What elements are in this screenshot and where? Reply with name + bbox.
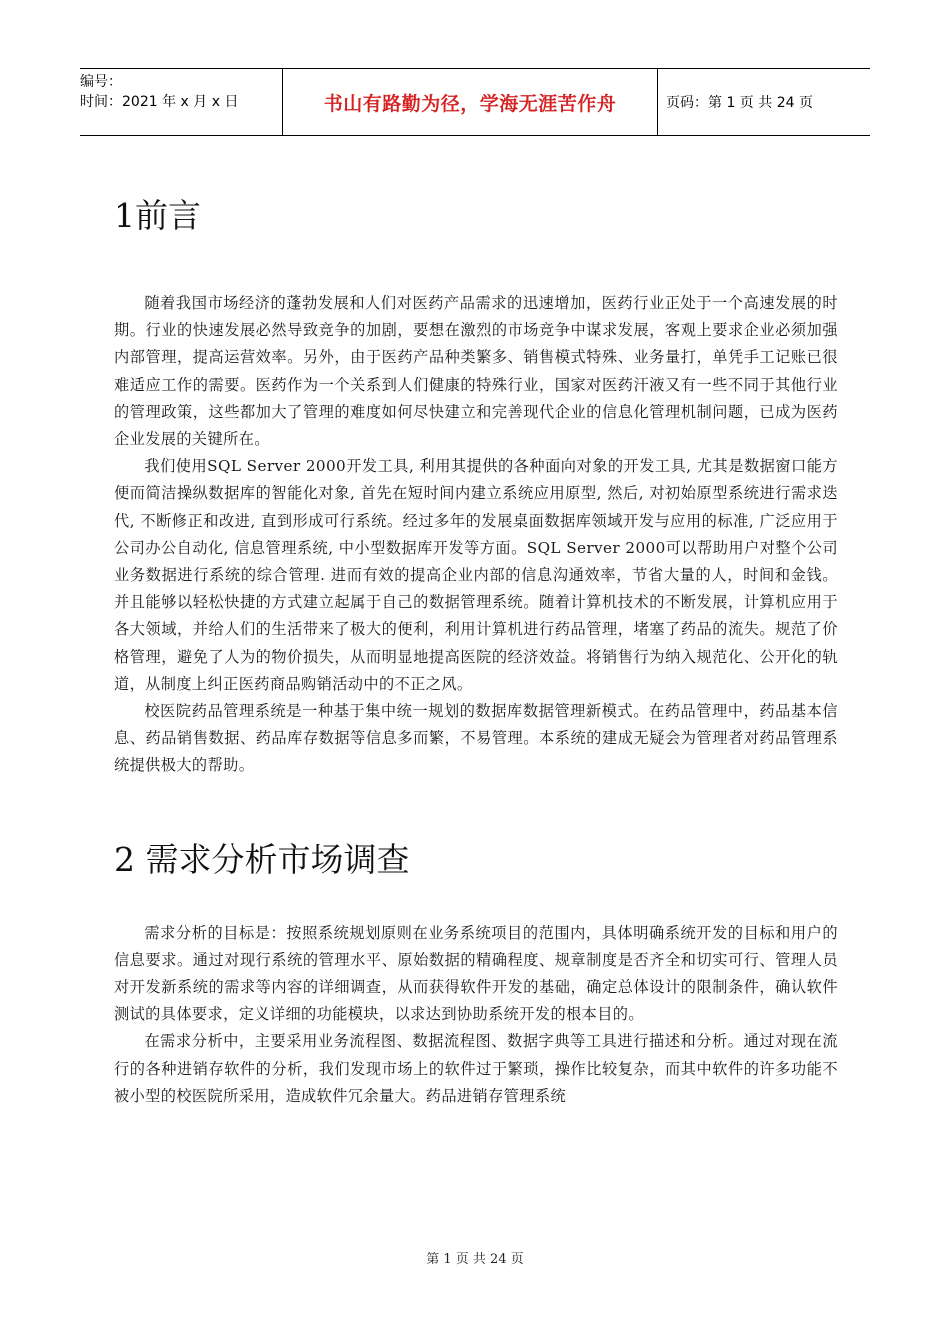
section-1-heading-wrap [114, 180, 838, 290]
paragraph: 校医院药品管理系统是一种基于集中统一规划的数据库数据管理新模式。在药品管理中，药品基本信息、药品销售数据、药品库存数据等信息多而繁，不易管理。本系统的建成无疑会为管理者对药品管理系统提供极大的帮助。 [114, 702, 838, 775]
document-body [114, 180, 838, 1110]
section-heading-foreword: 1前言 [114, 196, 201, 235]
header-meta [80, 69, 282, 135]
page-footer: 第 1 页 共 24 页 [426, 1252, 524, 1267]
document-time-label: 时间：2021 年 x 月 x 日 [80, 94, 239, 110]
section-heading-requirements: 2 需求分析市场调查 [114, 839, 410, 879]
paragraph: 在需求分析中，主要采用业务流程图、数据流程图、数据字典等工具进行描述和分析。通过对现在流行的各种进销存软件的分析，我们发现市场上的软件过于繁琐，操作比较复杂，而其中软件的许多功能不被小型的校医院所采用，造成软件冗余量大。药品进销存管理系统 [114, 1032, 838, 1105]
page-header [80, 68, 870, 136]
paragraph: 需求分析的目标是：按照系统规划原则在业务系统项目的范围内，具体明确系统开发的目标和用户的信息要求。通过对现行系统的管理水平、原始数据的精确程度、规章制度是否齐全和切实可行、管理人员对开发新系统的需求等内容的详细调查，从而获得软件开发的基础，确定总体设计的限制条件，确认软件测试的具体要求，定义详细的功能模块，以求达到协助系统开发的根本目的。 [114, 923, 838, 1024]
header-motto: 书山有路勤为径，学海无涯苦作舟 [282, 69, 658, 135]
document-number-label: 编号： [80, 74, 122, 90]
section-2-heading-wrap [114, 824, 838, 920]
paragraph: 我们使用SQL Server 2000开发工具, 利用其提供的各种面向对象的开发工具, 尤其是数据窗口能方便而简洁操纵数据库的智能化对象, 首先在短时间内建立系统应用原型, 然后, 对初始原型系统进行需求迭代, 不断修正和改进, 直到形成可行系统。经过多年的发展桌面数据库领域开发与应用的标准, 广泛应用于公司办公自动化, 信息管理系统, 中小型数据库开发等方面。SQL Server 2000可以帮助用户对整个公司业务数据进行系统的综合管理. 进而有效的提高企业内部的信息沟通效率，节省大量的人，时间和金钱。并且能够以轻松快捷的方式建立起属于自己的数据管理系统。随着计算机技术的不断发展，计算机应用于各大领域，并给人们的生活带来了极大的便利，利用计算机进行药品管理，堵塞了药品的流失。规范了价格管理，避免了人为的物价损失，从而明显地提高医院的经济效益。将销售行为纳入规范化、公开化的轨道，从制度上纠正医药商品购销活动中的不正之风。 [114, 457, 838, 693]
paragraph: 随着我国市场经济的蓬勃发展和人们对医药产品需求的迅速增加，医药行业正处于一个高速发展的时期。行业的快速发展必然导致竞争的加剧，要想在激烈的市场竞争中谋求发展，客观上要求企业必须加强内部管理，提高运营效率。另外，由于医药产品种类繁多、销售模式特殊、业务量打，单凭手工记账已很难适应工作的需要。医药作为一个关系到人们健康的特殊行业，国家对医药汗液又有一些不同于其他行业的管理政策，这些都加大了管理的难度如何尽快建立和完善现代企业的信息化管理机制问题，已成为医药企业发展的关键所在。 [114, 294, 838, 449]
header-page-info: 页码：第 1 页 共 24 页 [666, 95, 813, 111]
